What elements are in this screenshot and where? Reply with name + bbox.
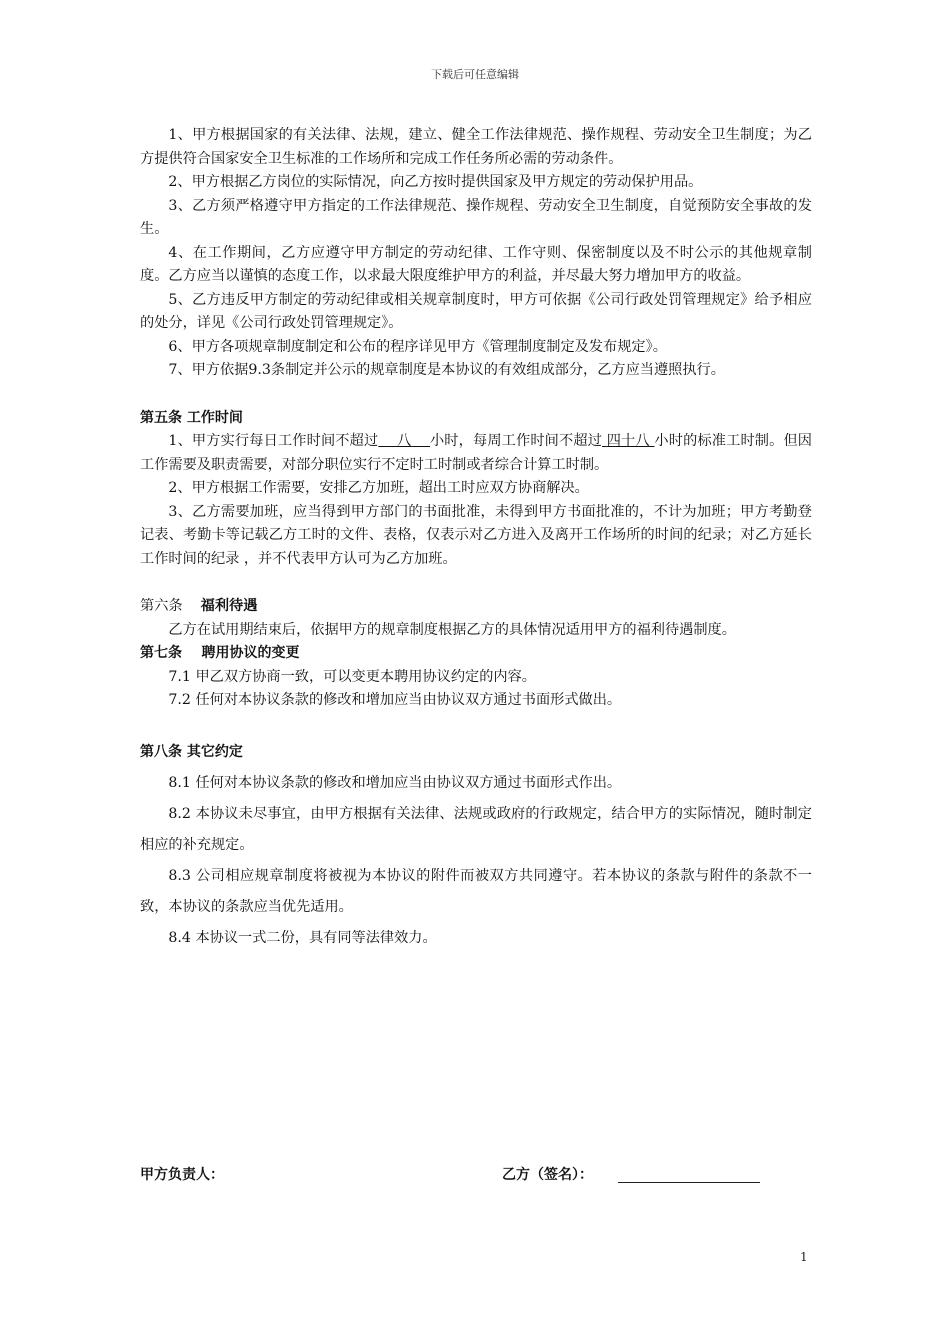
clause-7-2: 7.2 任何对本协议条款的修改和增加应当由协议双方通过书面形式做出。 [168, 692, 622, 708]
hours-per-week-value: 四十八 [606, 433, 650, 449]
clause-4-2: 2、甲方根据乙方岗位的实际情况，向乙方按时提供国家及甲方规定的劳动保护用品。 [168, 174, 703, 190]
clause-5-1-b: 小时，每周工作时间不超过 [429, 433, 603, 449]
clause-8-2: 8.2 本协议未尽事宜，由甲方根据有关法律、法规或政府的行政规定，结合甲方的实际情况，随时制定相应的补充规定。 [140, 805, 812, 853]
article-8-title: 其它约定 [186, 743, 243, 760]
clause-5-3: 3、乙方需要加班，应当得到甲方部门的书面批准，未得到甲方书面批准的，不计为加班；甲方考勤登记表、考勤卡等记载乙方工时的文件、表格，仅表示对乙方进入及离开工作场所的时间的纪录；对乙方延长工作时间的纪录 ，并不代表甲方认可为乙方加班。 [140, 503, 812, 567]
clause-5-1-a: 1、甲方实行每日工作时间不超过 [168, 433, 379, 449]
clause-6-1: 乙方在试用期结束后，依据甲方的规章制度根据乙方的具体情况适用甲方的福利待遇制度。 [168, 621, 736, 638]
article-8-label: 第八条 [140, 743, 182, 760]
clause-4-4: 4、在工作期间，乙方应遵守甲方制定的劳动纪律、工作守则、保密制度以及不时公示的其他规章制度。乙方应当以谨慎的态度工作，以求最大限度维护甲方的利益，并尽最大努力增加甲方的收益。 [140, 244, 812, 284]
article-5-label: 第五条 [140, 409, 182, 426]
party-b-signature-line [618, 1182, 760, 1183]
hours-per-day [378, 433, 430, 449]
party-a-signature-label: 甲方负责人： [140, 1167, 224, 1183]
clause-8-1: 8.1 任何对本协议条款的修改和增加应当由协议双方通过书面形式作出。 [168, 774, 622, 791]
clause-4-6: 6、甲方各项规章制度制定和公布的程序详见甲方《管理制度制定及发布规定》。 [168, 338, 667, 355]
article-5-heading [140, 407, 812, 431]
clause-7-1: 7.1 甲乙双方协商一致，可以变更本聘用协议约定的内容。 [168, 668, 536, 685]
clause-4-7: 7、甲方依据9.3条制定并公示的规章制度是本协议的有效组成部分，乙方应当遵照执行。 [168, 362, 725, 378]
article-6-label: 第六条 [140, 598, 183, 614]
clause-4-1: 1、甲方根据国家的有关法律、法规，建立、健全工作法律规范、操作规程、劳动安全卫生制度；为乙方提供符合国家安全卫生标准的工作场所和完成工作任务所必需的劳动条件。 [140, 127, 812, 167]
clause-4-5: 5、乙方违反甲方制定的劳动纪律或相关规章制度时，甲方可依据《公司行政处罚管理规定》给予相应的处分，详见《公司行政处罚管理规定》。 [140, 291, 812, 331]
article-5-title: 工作时间 [186, 409, 243, 426]
article-8-heading [140, 737, 812, 768]
clause-5-2: 2、甲方根据工作需要，安排乙方加班，超出工时应双方协商解决。 [168, 480, 589, 496]
hours-per-day-value: 八 [396, 433, 412, 449]
clause-4-3: 3、乙方须严格遵守甲方指定的工作法律规范、操作规程、劳动安全卫生制度，自觉预防安全事故的发生。 [140, 197, 812, 237]
clause-5-1-c: 小时的标准工时制。但因工作需要及职责需要，对部分职位实行不定时工时制或者综合计算工时制。 [140, 433, 812, 473]
document-body [140, 124, 812, 954]
hours-per-week [602, 433, 654, 449]
article-6-title: 福利待遇 [200, 598, 258, 614]
page-number: 1 [800, 1250, 808, 1264]
clause-8-4: 8.4 本协议一式二份，具有同等法律效力。 [168, 929, 437, 946]
clause-5-1 [140, 430, 812, 477]
page-header: 下载后可任意编辑 [431, 68, 519, 81]
article-7-label: 第七条 [140, 645, 182, 661]
article-6-heading [140, 595, 812, 619]
clause-8-3: 8.3 公司相应规章制度将被视为本协议的附件而被双方共同遵守。若本协议的条款与附件的条款不一致，本协议的条款应当优先适用。 [140, 867, 812, 915]
signature-block [140, 1164, 820, 1188]
party-b-signature-label: 乙方（签名）： [502, 1167, 593, 1183]
article-7-heading [140, 642, 812, 666]
article-7-title: 聘用协议的变更 [201, 645, 300, 661]
